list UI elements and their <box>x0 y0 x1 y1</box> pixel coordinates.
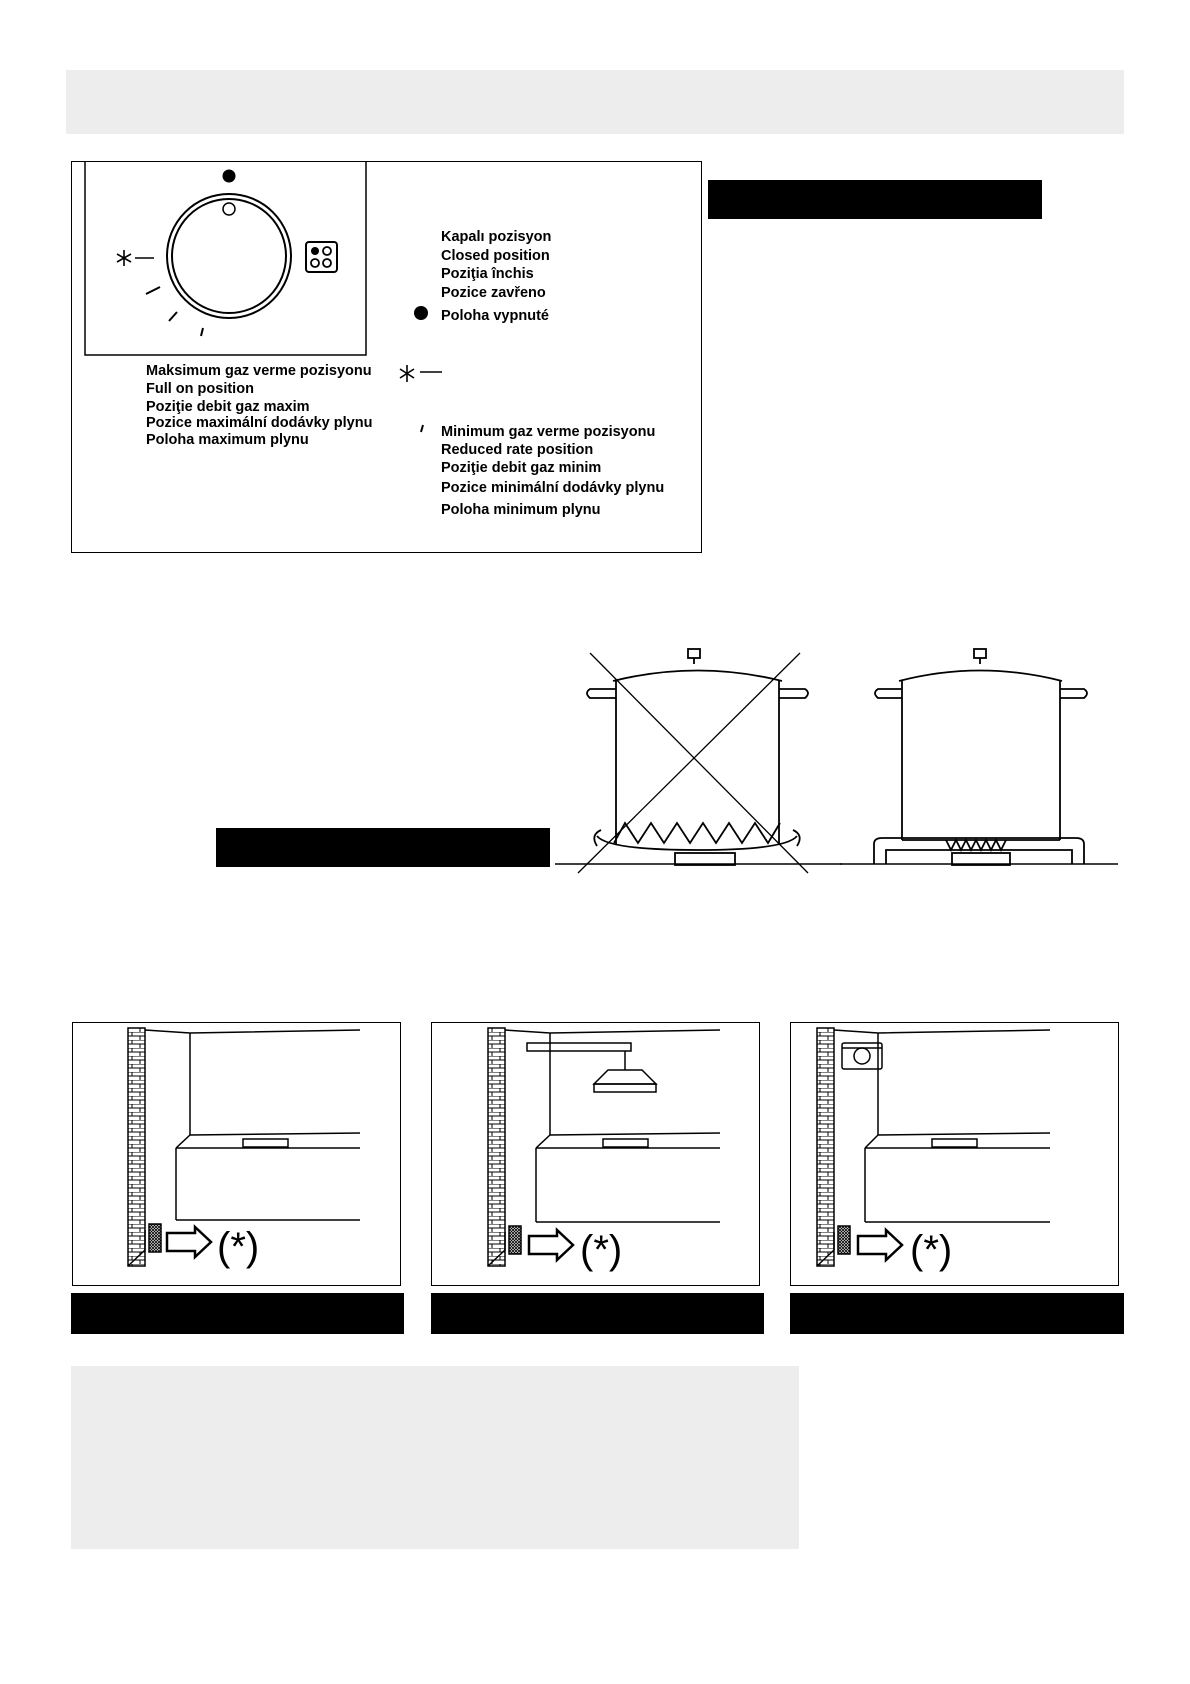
panel-caption-bar-3 <box>790 1293 1124 1334</box>
vent-arrow-icon <box>167 1227 211 1257</box>
vent-marker-1: (*) <box>217 1225 260 1269</box>
reduced-position-label-5: Poloha minimum plynu <box>441 502 601 518</box>
full-position-label-5: Poloha maximum plynu <box>146 432 309 448</box>
full-position-label-3: Poziţie debit gaz maxim <box>146 399 310 415</box>
reduced-position-label-2: Reduced rate position <box>441 442 594 458</box>
bottom-gray-block <box>71 1366 799 1549</box>
range-hood-icon <box>527 1043 656 1092</box>
reduced-position-label-3: Poziţie debit gaz minim <box>441 460 602 476</box>
closed-position-label-1: Kapalı pozisyon <box>441 229 552 245</box>
vent-arrow-icon <box>529 1230 573 1260</box>
closed-position-label-4: Pozice zavřeno <box>441 285 546 301</box>
closed-position-label-3: Poziţia închis <box>441 266 534 282</box>
panel-caption-bar-2 <box>431 1293 764 1334</box>
full-position-label-1: Maksimum gaz verme pozisyonu <box>146 363 372 379</box>
vent-marker-2: (*) <box>580 1228 623 1272</box>
reduced-position-label-1: Minimum gaz verme pozisyonu <box>441 424 656 440</box>
panel-caption-bar-1 <box>71 1293 404 1334</box>
closed-position-label-5: Poloha vypnuté <box>441 308 549 324</box>
vent-arrow-icon <box>858 1230 902 1260</box>
closed-position-label-2: Closed position <box>441 248 550 264</box>
reduced-position-label-4: Pozice minimální dodávky plynu <box>441 480 665 496</box>
full-position-label-4: Pozice maximální dodávky plynu <box>146 415 373 431</box>
vent-marker-3: (*) <box>910 1228 953 1272</box>
fan-icon <box>842 1043 882 1069</box>
full-position-label-2: Full on position <box>146 381 254 397</box>
